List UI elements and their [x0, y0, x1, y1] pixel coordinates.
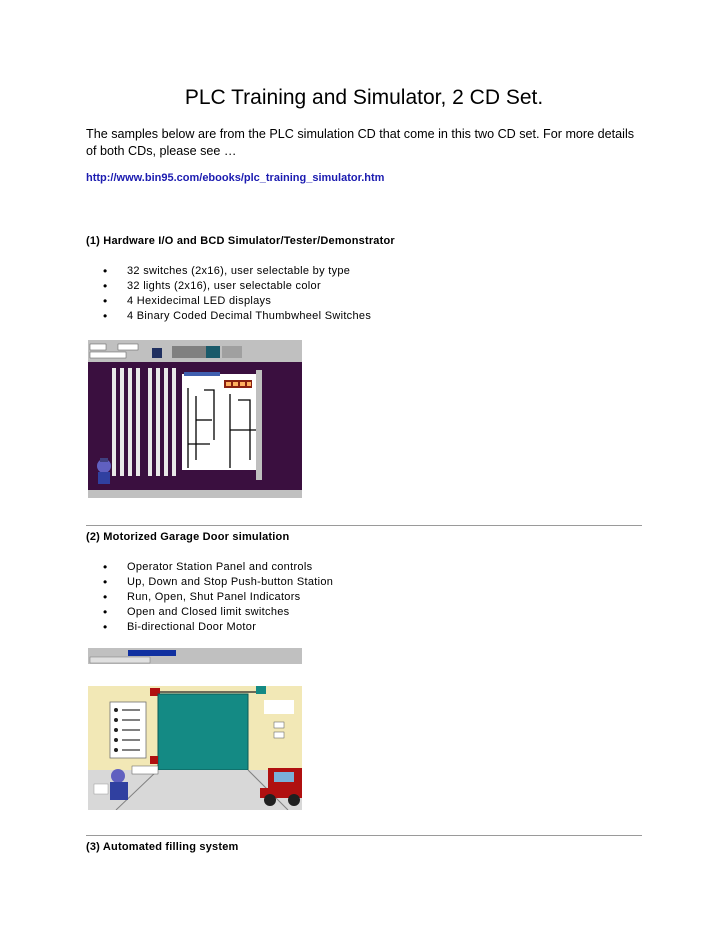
section-2-heading: (2) Motorized Garage Door simulation [86, 531, 290, 543]
section-divider [86, 835, 642, 836]
section-divider [86, 525, 642, 526]
page-title: PLC Training and Simulator, 2 CD Set. [184, 86, 544, 109]
hardware-io-illustration [88, 340, 302, 498]
list-item: • 4 Binary Coded Decimal Thumbwheel Switches [103, 309, 371, 324]
list-item: • Run, Open, Shut Panel Indicators [103, 590, 333, 605]
garage-door-illustration [88, 648, 302, 810]
product-link[interactable]: http://www.bin95.com/ebooks/plc_training_simulator.htm [86, 172, 385, 184]
list-item: • 4 Hexidecimal LED displays [103, 294, 371, 309]
garage-door-simulator-screenshot [88, 648, 302, 810]
section-3-heading: (3) Automated filling system [86, 841, 239, 853]
list-item: • 32 lights (2x16), user selectable color [103, 279, 371, 294]
list-item: • Operator Station Panel and controls [103, 560, 333, 575]
list-item: • 32 switches (2x16), user selectable by type [103, 264, 371, 279]
section-1-bullets [103, 264, 371, 324]
list-item: • Bi-directional Door Motor [103, 620, 333, 635]
list-item: • Up, Down and Stop Push-button Station [103, 575, 333, 590]
section-2-bullets [103, 560, 333, 635]
intro-paragraph: The samples below are from the PLC simulation CD that come in this two CD set. For more details of both CDs, please see … [86, 127, 635, 158]
list-item: • Open and Closed limit switches [103, 605, 333, 620]
section-1-heading: (1) Hardware I/O and BCD Simulator/Tester/Demonstrator [86, 235, 395, 247]
hardware-io-simulator-screenshot [88, 340, 302, 498]
